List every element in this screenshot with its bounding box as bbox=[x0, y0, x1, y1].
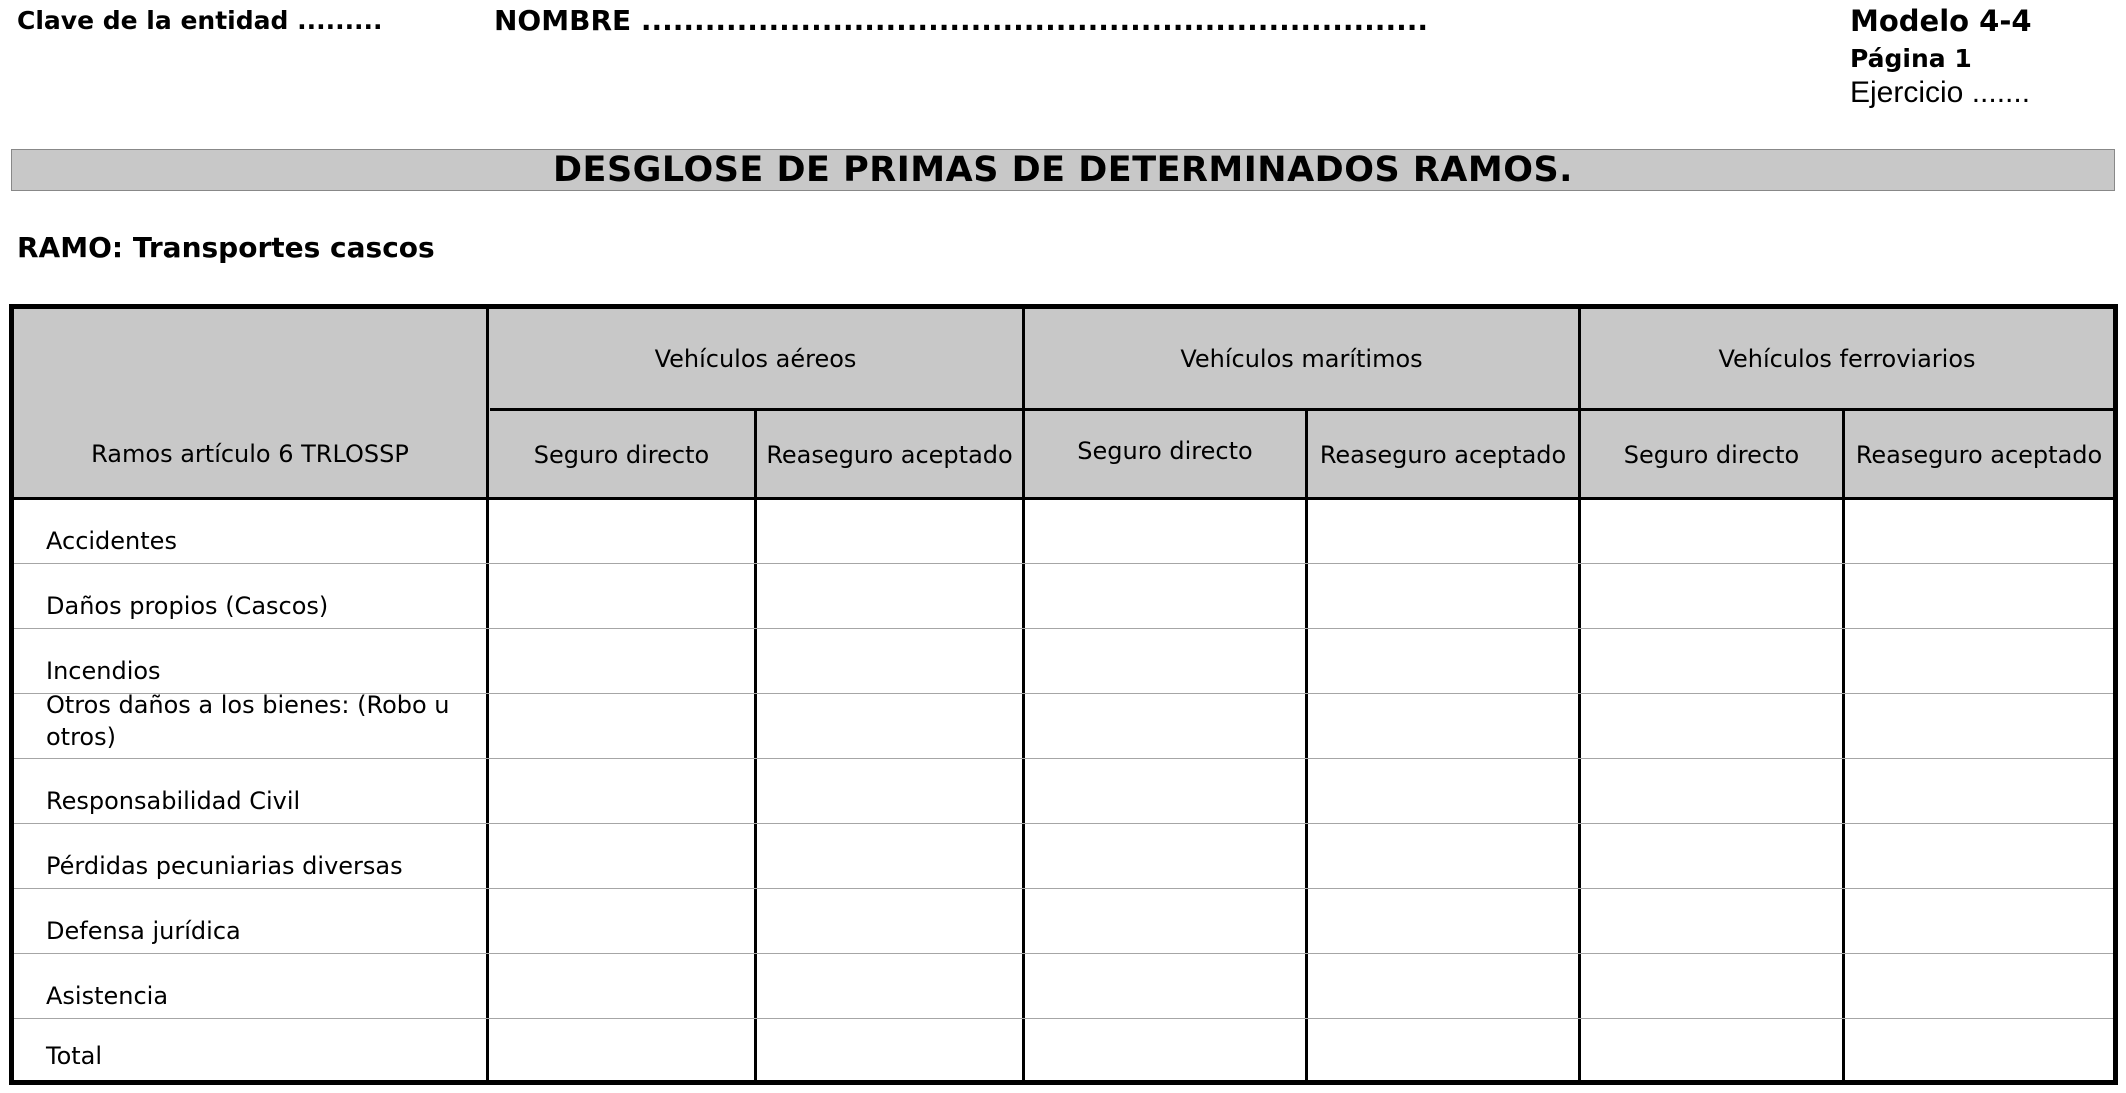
col-divider bbox=[1305, 409, 1308, 1080]
subcol-header: Seguro directo bbox=[1077, 436, 1253, 465]
row-label-danos-propios: Daños propios (Cascos) bbox=[46, 592, 329, 620]
subcol-header: Reaseguro aceptado bbox=[766, 440, 1013, 469]
page-number: Página 1 bbox=[1850, 44, 1972, 73]
premiums-table bbox=[9, 304, 2118, 1085]
insurance-branch-label: RAMO: Transportes cascos bbox=[17, 231, 435, 264]
row-divider bbox=[14, 823, 2113, 824]
row-label-incendios: Incendios bbox=[46, 657, 161, 685]
row-label-asistencia: Asistencia bbox=[46, 982, 169, 1010]
group-header-maritimos: Vehículos marítimos bbox=[1180, 345, 1423, 373]
entity-code-label: Clave de la entidad ......... bbox=[17, 6, 383, 35]
row-divider bbox=[14, 628, 2113, 629]
row-label-total: Total bbox=[46, 1042, 103, 1070]
row-divider bbox=[14, 758, 2113, 759]
row-divider bbox=[14, 953, 2113, 954]
subcol-header: Reaseguro aceptado bbox=[1855, 440, 2103, 469]
document-title: DESGLOSE DE PRIMAS DE DETERMINADOS RAMOS. bbox=[11, 149, 2115, 191]
row-label-defensa-juridica: Defensa jurídica bbox=[46, 917, 241, 945]
row-label-responsabilidad-civil: Responsabilidad Civil bbox=[46, 787, 301, 815]
model-number: Modelo 4-4 bbox=[1850, 4, 2032, 38]
col-divider bbox=[754, 409, 757, 1080]
row-label-otros-danos: Otros daños a los bienes: (Robo u otros) bbox=[46, 691, 450, 751]
row-divider bbox=[14, 563, 2113, 564]
subcol-header: Seguro directo bbox=[533, 440, 710, 469]
row-divider bbox=[14, 888, 2113, 889]
subcol-header: Seguro directo bbox=[1623, 440, 1800, 469]
row-label-accidentes: Accidentes bbox=[46, 527, 177, 555]
col-divider bbox=[1842, 409, 1845, 1080]
row-divider bbox=[14, 1018, 2113, 1019]
group-header-aereos: Vehículos aéreos bbox=[654, 345, 857, 373]
group-header-ferroviarios: Vehículos ferroviarios bbox=[1718, 345, 1976, 373]
fiscal-year-label: Ejercicio ....... bbox=[1850, 76, 2031, 109]
row-label-perdidas-pecuniarias: Pérdidas pecuniarias diversas bbox=[46, 852, 403, 880]
entity-name-label: NOMBRE .......................................................................... bbox=[494, 4, 1428, 37]
subcol-header: Reaseguro aceptado bbox=[1319, 440, 1567, 469]
first-column-header: Ramos artículo 6 TRLOSSP bbox=[91, 440, 409, 468]
